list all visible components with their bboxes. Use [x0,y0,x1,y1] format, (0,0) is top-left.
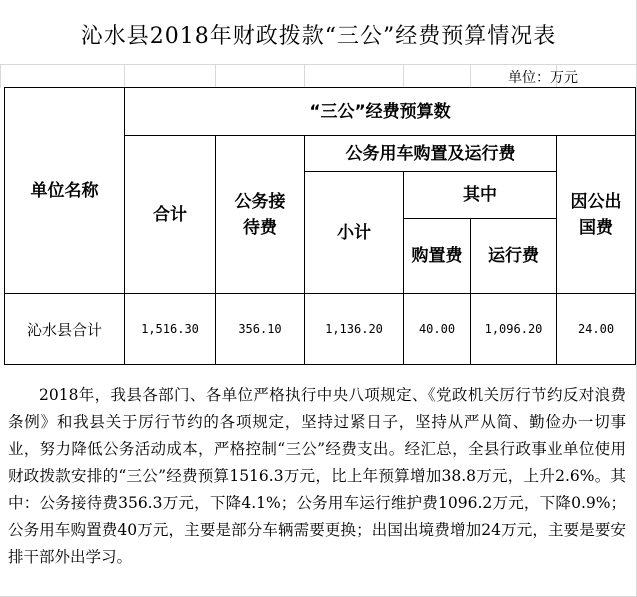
header-vehicle-group: 公务用车购置及运行费 [345,143,516,164]
unit-label: 单位：万元 [508,70,578,86]
row-purchase: 40.00 [418,322,456,336]
explanation-paragraph: 2018年，我县各部门、各单位严格执行中央八项规定、《党政机关厉行节约反对浪费条例》和我县关于厉行节约的各项规定，坚持过紧日子，坚持从严从简、勤俭办一切事业，努力降低公务活动成本，严格控制“三公”经费支出。经汇总，全县行政事业单位使用财政拨款安排的“三公”经费预算1516.3万元，比上年预算增加38.8万元，上升2.6%。其中：公务接待费356.3万元，下降4.1%；公务用车运行维护费1096.2万元，下降0.9%；公务用车购置费40万元，主要是部分车辆需要更换；出国出境费增加24万元，主要是要安排干部外出学习。 [8,386,626,566]
header-budget-group: “三公”经费预算数 [309,101,451,122]
gridline [0,64,1,88]
row-reception: 356.10 [238,322,282,336]
header-among: 其中 [463,185,497,205]
row-total: 1,516.30 [141,322,199,336]
row-unit-name: 沁水县合计 [26,320,102,339]
header-unit-name: 单位名称 [30,180,99,201]
header-purchase: 购置费 [411,246,463,266]
gridline [304,64,305,88]
header-operation: 运行费 [488,246,539,266]
header-subtotal: 小计 [337,222,371,243]
gridline [124,64,125,88]
header-total: 合计 [153,204,187,225]
gridline [0,64,637,65]
row-subtotal: 1,136.20 [325,322,383,336]
gridline [470,64,471,88]
row-operation: 1,096.20 [484,322,543,336]
header-reception: 公务接待费 [234,191,286,238]
gridline [403,64,404,88]
header-abroad: 因公出 国费 [570,191,622,238]
row-abroad: 24.00 [577,322,615,336]
gridline [215,64,216,88]
page-title: 沁水县2018年财政拨款“三公”经费预算情况表 [80,23,557,49]
